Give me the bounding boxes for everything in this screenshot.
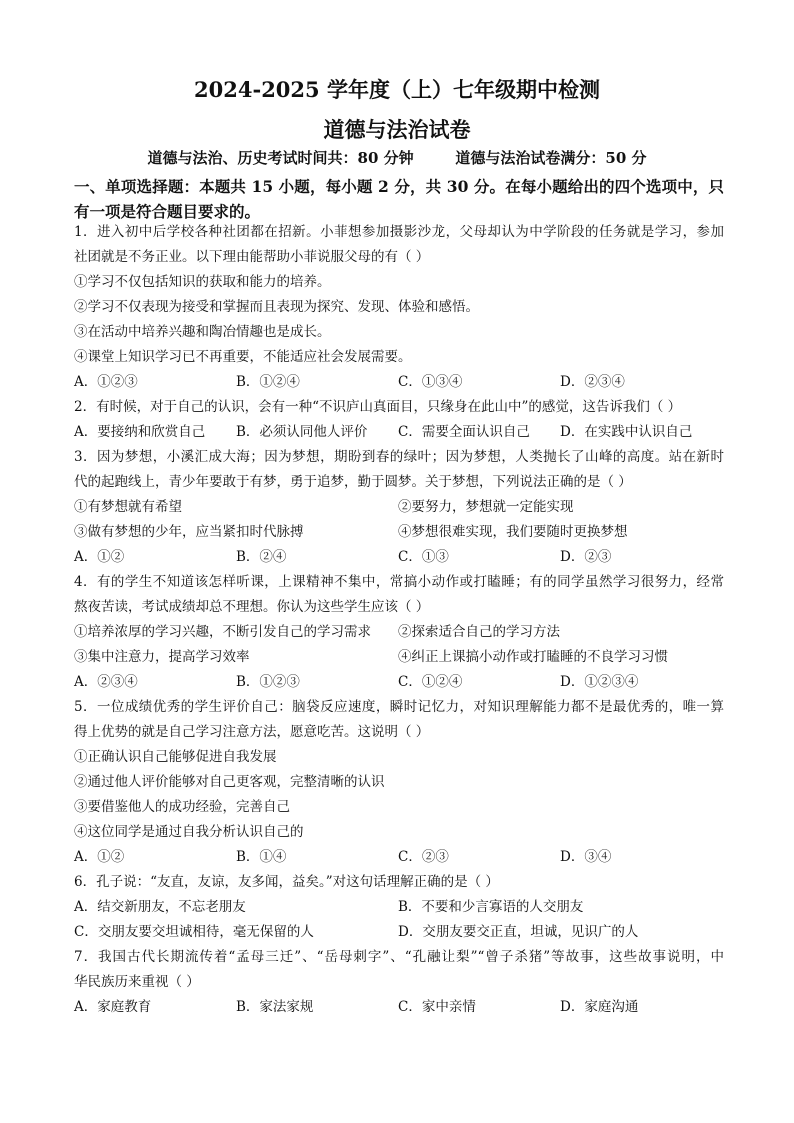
statements-row: [74, 645, 724, 670]
option-b: B．②④: [236, 549, 287, 565]
statement: ④这位同学是通过自我分析认识自己的: [74, 824, 304, 840]
statement: ④纠正上课搞小动作或打瞌睡的不良学习习惯: [398, 649, 668, 665]
section-heading-line: 一、单项选择题：本题共 15 小题，每小题 2 分，共 30 分。在每小题给出的四个选项中，只: [74, 177, 724, 196]
question-stem: 4．有的学生不知道该怎样听课，上课精神不集中，常搞小动作或打瞌睡；有的同学虽然学习很努力，经常: [74, 574, 724, 590]
question-stem: 社团就是不务正业。以下理由能帮助小菲说服父母的有（ ）: [74, 249, 430, 265]
option-b: B．①④: [236, 849, 287, 865]
option-b: B．①②③: [236, 674, 300, 690]
section-heading: [74, 174, 724, 224]
statement: ③做有梦想的少年，应当紧扣时代脉搏: [74, 524, 304, 540]
option-b: B．不要和少言寡语的人交朋友: [398, 899, 584, 915]
question-4: [74, 570, 724, 695]
statement: ②探索适合自己的学习方法: [398, 624, 560, 640]
option-c: C．需要全面认识自己: [398, 424, 530, 440]
statements-row: [74, 495, 724, 520]
option-c: C．①②④: [398, 674, 463, 690]
question-3: [74, 445, 724, 570]
option-d: D．②③④: [560, 374, 625, 390]
option-d: D．①②③④: [560, 674, 639, 690]
options-row: [74, 895, 724, 920]
question-stem: 熬夜苦读，考试成绩却总不理想。你认为这些学生应该（ ）: [74, 599, 430, 615]
statements-row: [74, 520, 724, 545]
options: [74, 995, 724, 1020]
question-stem: 2．有时候，对于自己的认识，会有一种“不识庐山真面目，只缘身在此山中”的感觉，这告诉我们（ ）: [74, 399, 682, 415]
statement: ③要借鉴他人的成功经验，完善自己: [74, 799, 290, 815]
statement: ①学习不仅包括知识的获取和能力的培养。: [74, 274, 331, 290]
question-1: [74, 220, 724, 395]
question-7: [74, 945, 724, 1020]
options-row: [74, 920, 724, 945]
exam-subject-title: 道德与法治试卷: [323, 117, 471, 142]
option-a: A．要接纳和欣赏自己: [74, 424, 206, 440]
option-c: C．家中亲情: [398, 999, 476, 1015]
section-heading-line: 有一项是符合题目要求的。: [74, 202, 261, 221]
option-c: C．②③: [398, 849, 449, 865]
option-d: D．③④: [560, 849, 612, 865]
statement: ③在活动中培养兴趣和陶冶情趣也是成长。: [74, 324, 331, 340]
options: [74, 845, 724, 870]
statement: ①有梦想就有希望: [74, 499, 182, 515]
statement: ①培养浓厚的学习兴趣，不断引发自己的学习需求: [74, 624, 371, 640]
statement: ②要努力，梦想就一定能实现: [398, 499, 574, 515]
option-a: A．②③④: [74, 674, 138, 690]
question-stem: 7．我国古代长期流传着“孟母三迁”、“岳母刺字”、“孔融让梨”“曾子杀猪”等故事，这些故事说明，中: [74, 949, 724, 965]
question-list: [74, 220, 724, 1020]
question-6: [74, 870, 724, 945]
statement: ④课堂上知识学习已不再重要，不能适应社会发展需要。: [74, 349, 412, 365]
question-stem: 5．一位成绩优秀的学生评价自己：脑袋反应速度，瞬时记忆力，对知识理解能力都不是最优秀的，唯一算: [74, 699, 724, 715]
option-d: D．在实践中认识自己: [560, 424, 693, 440]
option-d: D．交朋友要交正直，坦诚，见识广的人: [398, 924, 639, 940]
exam-info: 道德与法治、历史考试时间共：80 分钟 道德与法治试卷满分：50 分: [147, 149, 647, 167]
option-a: A．①②③: [74, 374, 138, 390]
option-b: B．必须认同他人评价: [236, 424, 368, 440]
statements-row: [74, 620, 724, 645]
question-stem: 3．因为梦想，小溪汇成大海；因为梦想，期盼到春的绿叶；因为梦想，人类抛长了山峰的高度。站在新时: [74, 449, 724, 465]
option-d: D．家庭沟通: [560, 999, 639, 1015]
options: [74, 545, 724, 570]
option-b: B．家法家规: [236, 999, 314, 1015]
option-c: C．①③④: [398, 374, 463, 390]
options: [74, 370, 724, 395]
option-a: A．家庭教育: [74, 999, 152, 1015]
question-stem: 1．进入初中后学校各种社团都在招新。小菲想参加摄影沙龙，父母却认为中学阶段的任务就是学习，参加: [74, 224, 724, 240]
option-d: D．②③: [560, 549, 612, 565]
statement: ②学习不仅表现为接受和掌握而且表现为探究、发现、体验和感悟。: [74, 299, 479, 315]
question-stem: 得上优势的就是自己学习注意方法，愿意吃苦。这说明（ ）: [74, 724, 430, 740]
option-a: A．结交新朋友，不忘老朋友: [74, 899, 246, 915]
question-stem: 6．孔子说：“友直，友谅，友多闻，益矣。”对这句话理解正确的是（ ）: [74, 874, 499, 890]
statement: ④梦想很难实现，我们要随时更换梦想: [398, 524, 628, 540]
exam-title: 2024-2025 学年度（上）七年级期中检测: [194, 77, 600, 102]
option-b: B．①②④: [236, 374, 300, 390]
question-5: [74, 695, 724, 870]
question-stem: 华民族历来重视（ ）: [74, 974, 200, 990]
option-c: C．①③: [398, 549, 449, 565]
option-a: A．①②: [74, 849, 125, 865]
question-2: [74, 395, 724, 445]
statement: ①正确认识自己能够促进自我发展: [74, 749, 277, 765]
options: [74, 420, 724, 445]
question-stem: 代的起跑线上，青少年要敢于有梦，勇于追梦，勤于圆梦。关于梦想，下列说法正确的是（ ）: [74, 474, 632, 490]
statement: ②通过他人评价能够对自己更客观，完整清晰的认识: [74, 774, 385, 790]
option-c: C．交朋友要交坦诚相待，毫无保留的人: [74, 924, 314, 940]
option-a: A．①②: [74, 549, 125, 565]
options: [74, 670, 724, 695]
statement: ③集中注意力，提高学习效率: [74, 649, 250, 665]
